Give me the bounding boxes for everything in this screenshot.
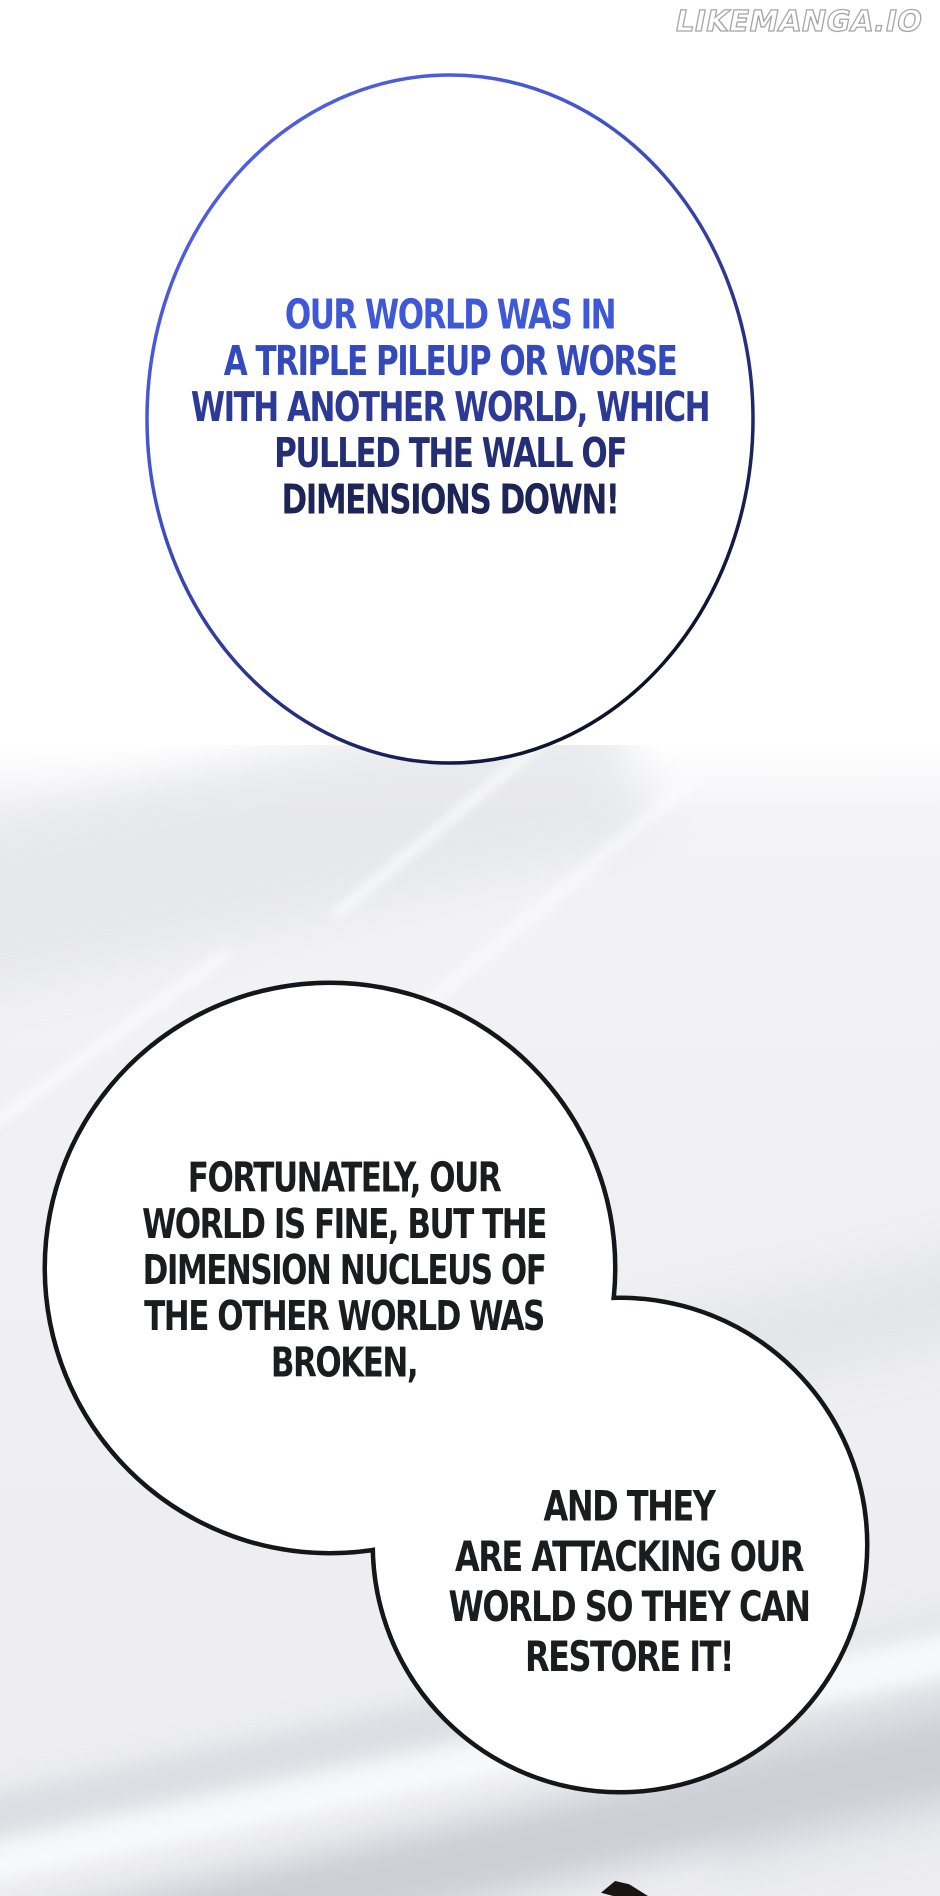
left-bubble-text xyxy=(142,1156,546,1387)
dialogue-line: AND THEY xyxy=(543,1481,715,1532)
site-watermark: LIKEMANGA.IO xyxy=(672,4,926,38)
dialogue-line: WITH ANOTHER WORLD, WHICH xyxy=(190,384,710,432)
dialogue-line: DIMENSIONS DOWN! xyxy=(281,476,619,524)
right-bubble-text xyxy=(449,1481,810,1682)
dialogue-line: ARE ATTACKING OUR xyxy=(454,1531,804,1582)
dialogue-line: BROKEN, xyxy=(270,1339,418,1387)
dialogue-line: THE OTHER WORLD WAS xyxy=(144,1293,544,1341)
dialogue-line: DIMENSION NUCLEUS OF xyxy=(142,1247,546,1295)
dialogue-line: FORTUNATELY, OUR xyxy=(187,1154,501,1203)
dialogue-line: A TRIPLE PILEUP OR WORSE xyxy=(223,337,677,386)
dialogue-line: PULLED THE WALL OF xyxy=(274,430,626,478)
dialogue-line: RESTORE IT! xyxy=(524,1631,734,1682)
dialogue-line: WORLD SO THEY CAN xyxy=(448,1581,810,1632)
narration-bubble-text xyxy=(191,293,709,524)
dialogue-line: OUR WORLD WAS IN xyxy=(284,291,616,340)
dialogue-line: WORLD IS FINE, BUT THE xyxy=(142,1200,546,1249)
